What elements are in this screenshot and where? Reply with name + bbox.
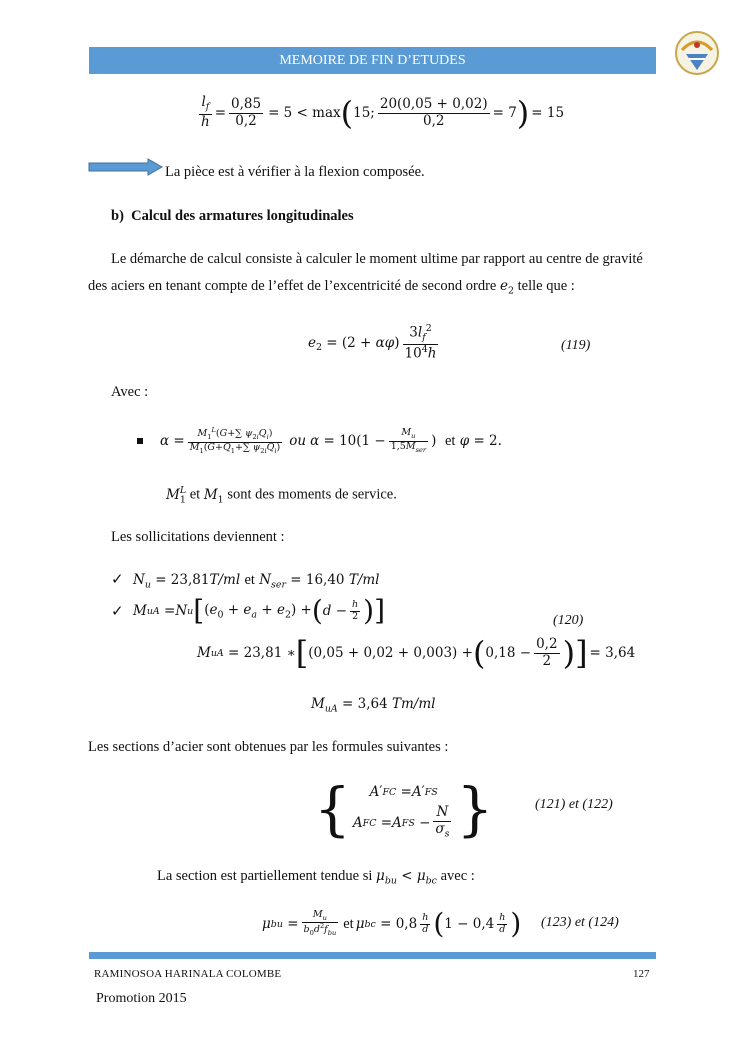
avec-label: Avec : (111, 384, 149, 400)
equation-number-123-124: (123) et (124) (541, 915, 619, 930)
equation-number-119: (119) (561, 338, 591, 353)
sections-intro: Les sections d’acier sont obtenues par les formules suivantes : (88, 739, 449, 755)
check-icon-1: ✓ (111, 572, 124, 588)
frac-20: $\frac{20(0,05 + 0,02)}{0,2}$ (379, 95, 488, 129)
paragraph-1-line-1: Le démarche de calcul consiste à calculer le moment ultime par rapport au centre de gravité (111, 251, 643, 267)
equation-123-124: μ bu = $\frac{M_u}{b_0d^2f_{bu}}$ et μ bc = 0,8 $\frac{h}{d}$ ( 1 − 0,4 $\frac{h}{d}$ ) (262, 907, 522, 940)
university-logo (674, 30, 720, 76)
lf-over-h: $\frac{l_f}{h}$ (201, 94, 210, 131)
footer-author: RAMINOSOA HARINALA COLOMBE (94, 968, 282, 980)
logo-emblem-icon (674, 30, 720, 76)
header-band (89, 47, 656, 74)
equation-121-122: { A ′ FC = A ′ FS A FC = A FS − $\frac{N}{\sigma_s}$ } (314, 775, 494, 843)
check-icon-2: ✓ (111, 604, 124, 620)
nu-nser-values: $N_u = 23,81T/ml$ et $N_{ser} = 16,40$ T/ml (133, 572, 380, 591)
section-b-heading: b) Calcul des armatures longitudinales (111, 208, 354, 224)
footer-page-number: 127 (633, 968, 650, 980)
equation-119: e $_2$ = (2 + αφ) $\frac{3l_f^2}{10^4h}$ (308, 322, 437, 362)
mua-final: $M_{uA} = 3,64$ Tm/ml (311, 696, 436, 715)
arrow-icon (88, 158, 164, 181)
partial-tension-text: La section est partiellement tendue si $\mu_{bu} < \mu_{bc}$ avec : (157, 868, 475, 887)
mua-formula: M uA = N u [ $(e_0 + e_a + e_2)$ + ( d − $\frac{h}{2}$ )] (133, 594, 386, 627)
equation-slenderness: $\frac{l_f}{h}$ = $\frac{0,85}{0,2}$ = 5 < max ( 15; $\frac{20(0,05 + 0,02)}{0,2}$ = 7 ) = 15 (201, 94, 565, 132)
alpha-definition: α = $\frac{M_1^L(G+\sum \psi_{2i}Q_i)}{M_1(G+Q_1+\sum \psi_{2i}Q_i)}$ ou α = 10(1 − $\frac{M_u}{1,5M_{ser}}$ ) et φ = 2. (160, 425, 502, 455)
header-title: MEMOIRE DE FIN D’ETUDES (279, 53, 466, 68)
arrow-note-text: La pièce est à vérifier à la flexion composée. (165, 164, 425, 180)
mua-numeric: M uA = 23,81 ∗ [ (0,05 + 0,02 + 0,003) + ( 0,18 − $\frac{0,2}{2}$ )] = 3,64 (197, 634, 636, 672)
equation-number-120: (120) (553, 613, 584, 628)
footer-promotion: Promotion 2015 (96, 991, 187, 1006)
moments-note: $M_1^L$ et $M_1$ sont des moments de service. (166, 485, 397, 506)
bullet-square-icon (137, 438, 143, 444)
equation-number-121-122: (121) et (122) (535, 797, 613, 812)
footer-band (89, 952, 656, 959)
frac-085-02: $\frac{0,85}{0,2}$ (231, 95, 262, 129)
paragraph-1-line-2: des aciers en tenant compte de l’effet de l’excentricité de second ordre $e_2$ telle que : (88, 278, 575, 297)
sollicitations-label: Les sollicitations deviennent : (111, 529, 285, 545)
